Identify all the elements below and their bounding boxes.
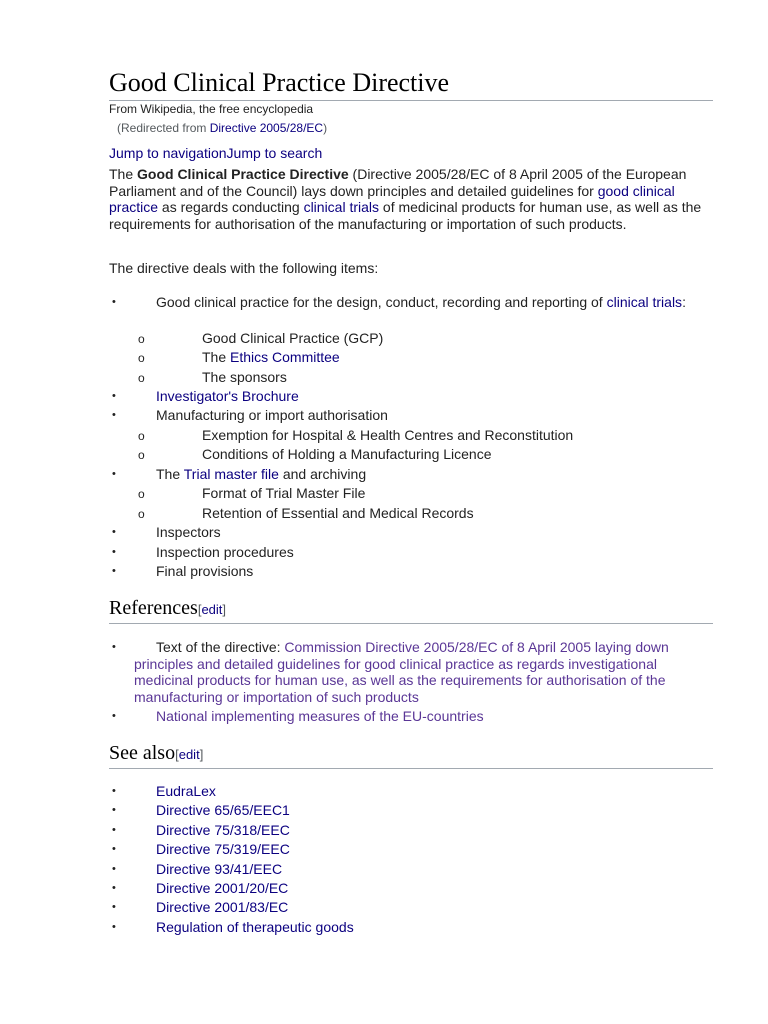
sub-list-item [109,427,713,444]
sub-list-item [109,330,713,347]
list-item [109,880,713,897]
list-item [109,708,713,725]
clinical-trials-link[interactable]: clinical trials [606,294,683,310]
see-also-link-2001-20[interactable]: Directive 2001/20/EC [156,880,289,896]
list-item [109,294,713,311]
edit-bracket-close: ] [222,602,227,617]
see-also-link-75-318[interactable]: Directive 75/318/EEC [156,822,290,838]
sub-bullet-icon: o [138,332,145,346]
bullet-icon: • [112,843,116,855]
national-measures-link[interactable]: National implementing measures of the EU-countries [156,708,484,724]
item-suffix: and archiving [278,466,367,482]
list-item [109,563,713,580]
intro-text-1: The [109,166,138,182]
sub-list-item [109,446,713,463]
item-text: Inspectors [156,524,221,540]
item-text: Manufacturing or import authorisation [156,407,388,423]
edit-bracket-close: ] [199,747,204,762]
bullet-icon: • [112,390,116,402]
see-also-link-2001-83[interactable]: Directive 2001/83/EC [156,899,289,915]
see-also-link-therapeutic-goods[interactable]: Regulation of therapeutic goods [156,919,354,935]
bullet-icon: • [112,921,116,933]
sub-item-text: Retention of Essential and Medical Records [202,505,474,521]
good-clinical-practice-link[interactable]: good clinical practice [109,182,675,215]
references-heading [109,596,713,624]
list-item [109,822,713,839]
see-also-link-75-319[interactable]: Directive 75/319/EEC [156,841,290,857]
sub-bullet-icon: o [138,507,145,521]
list-item [109,388,713,405]
edit-bracket-open: [ [175,747,179,762]
see-also-heading-text: See also [109,742,176,764]
list-item [109,861,713,878]
list-item [109,841,713,858]
list-item [109,524,713,541]
item-suffix: : [682,294,686,310]
list-item [109,919,713,936]
list-item [109,466,713,483]
ethics-committee-link[interactable]: Ethics Committee [230,349,340,365]
investigators-brochure-link[interactable]: Investigator's Brochure [156,388,299,404]
jump-to-navigation-link[interactable]: Jump to navigation [109,145,227,161]
intro-text-2: (Directive 2005/28/EC of 8 April 2005 of the European Parliament and of the Council) lays down principles and detailed guidelines for [109,166,687,199]
sub-item-prefix: The [202,349,231,365]
trial-master-file-link[interactable]: Trial master file [183,466,279,482]
item-text: Final provisions [156,563,254,579]
sub-item-text: Conditions of Holding a Manufacturing Licence [202,446,492,462]
references-heading-text: References [109,597,198,619]
sub-bullet-icon: o [138,448,145,462]
reference-prefix: Text of the directive: [156,639,285,655]
bullet-icon: • [112,468,116,480]
item-text: Inspection procedures [156,544,294,560]
edit-section [175,747,203,762]
list-item [109,544,713,561]
redirect-source-link[interactable]: Directive 2005/28/EC [209,121,324,135]
items-intro-text: The directive deals with the following items: [109,260,379,276]
list-item [109,407,713,424]
redirect-notice [117,120,327,136]
intro-bold-title: Good Clinical Practice Directive [137,166,349,182]
sub-bullet-icon: o [138,371,145,385]
list-item [109,639,713,705]
bullet-icon: • [112,901,116,913]
bullet-icon: • [112,641,116,653]
intro-text-4: of medicinal products for human use, as well as the requirements for authorisation of the manufacturing or importation of such products. [109,199,702,232]
redirect-suffix: ) [323,121,328,135]
edit-references-link[interactable]: edit [201,602,223,617]
commission-directive-link[interactable]: Commission Directive 2005/28/EC of 8 April 2005 laying down principles and detailed guidelines for good clinical practice as regards investigational medicinal products for human use, as well as the requirements for authorisation of the manufacturing or importation of such products [134,639,669,705]
site-tagline: From Wikipedia, the free encyclopedia [109,102,314,116]
list-item [109,899,713,916]
edit-see-also-link[interactable]: edit [178,747,200,762]
clinical-trials-link[interactable]: clinical trials [303,199,380,215]
bullet-icon: • [112,882,116,894]
sub-item-text: Format of Trial Master File [202,485,366,501]
edit-bracket-open: [ [197,602,202,617]
intro-paragraph [109,166,709,232]
bullet-icon: • [112,526,116,538]
see-also-link-65-65[interactable]: Directive 65/65/EEC1 [156,802,290,818]
sub-item-text: Exemption for Hospital & Health Centres and Reconstitution [202,427,574,443]
jump-links [109,144,322,162]
bullet-icon: • [112,409,116,421]
list-item [109,783,713,800]
sub-list-item [109,505,713,522]
sub-bullet-icon: o [138,429,145,443]
sub-bullet-icon: o [138,351,145,365]
bullet-icon: • [112,546,116,558]
item-text: Good clinical practice for the design, conduct, recording and reporting of [156,294,607,310]
see-also-heading [109,741,713,769]
bullet-icon: • [112,804,116,816]
intro-text-3: as regards conducting [158,199,304,215]
item-prefix: The [156,466,184,482]
see-also-link-93-41[interactable]: Directive 93/41/EEC [156,861,283,877]
redirect-prefix: (Redirected from [117,121,210,135]
jump-to-search-link[interactable]: Jump to search [226,145,323,161]
sub-list-item [109,369,713,386]
see-also-link-eudralex[interactable]: EudraLex [156,783,216,799]
bullet-icon: • [112,863,116,875]
sub-item-text: The sponsors [202,369,287,385]
bullet-icon: • [112,565,116,577]
page-title: Good Clinical Practice Directive [109,68,713,101]
sub-list-item [109,349,713,366]
sub-bullet-icon: o [138,487,145,501]
sub-item-text: Good Clinical Practice (GCP) [202,330,384,346]
edit-section [198,602,226,617]
sub-list-item [109,485,713,502]
bullet-icon: • [112,710,116,722]
list-item [109,802,713,819]
bullet-icon: • [112,824,116,836]
bullet-icon: • [112,296,116,308]
bullet-icon: • [112,785,116,797]
